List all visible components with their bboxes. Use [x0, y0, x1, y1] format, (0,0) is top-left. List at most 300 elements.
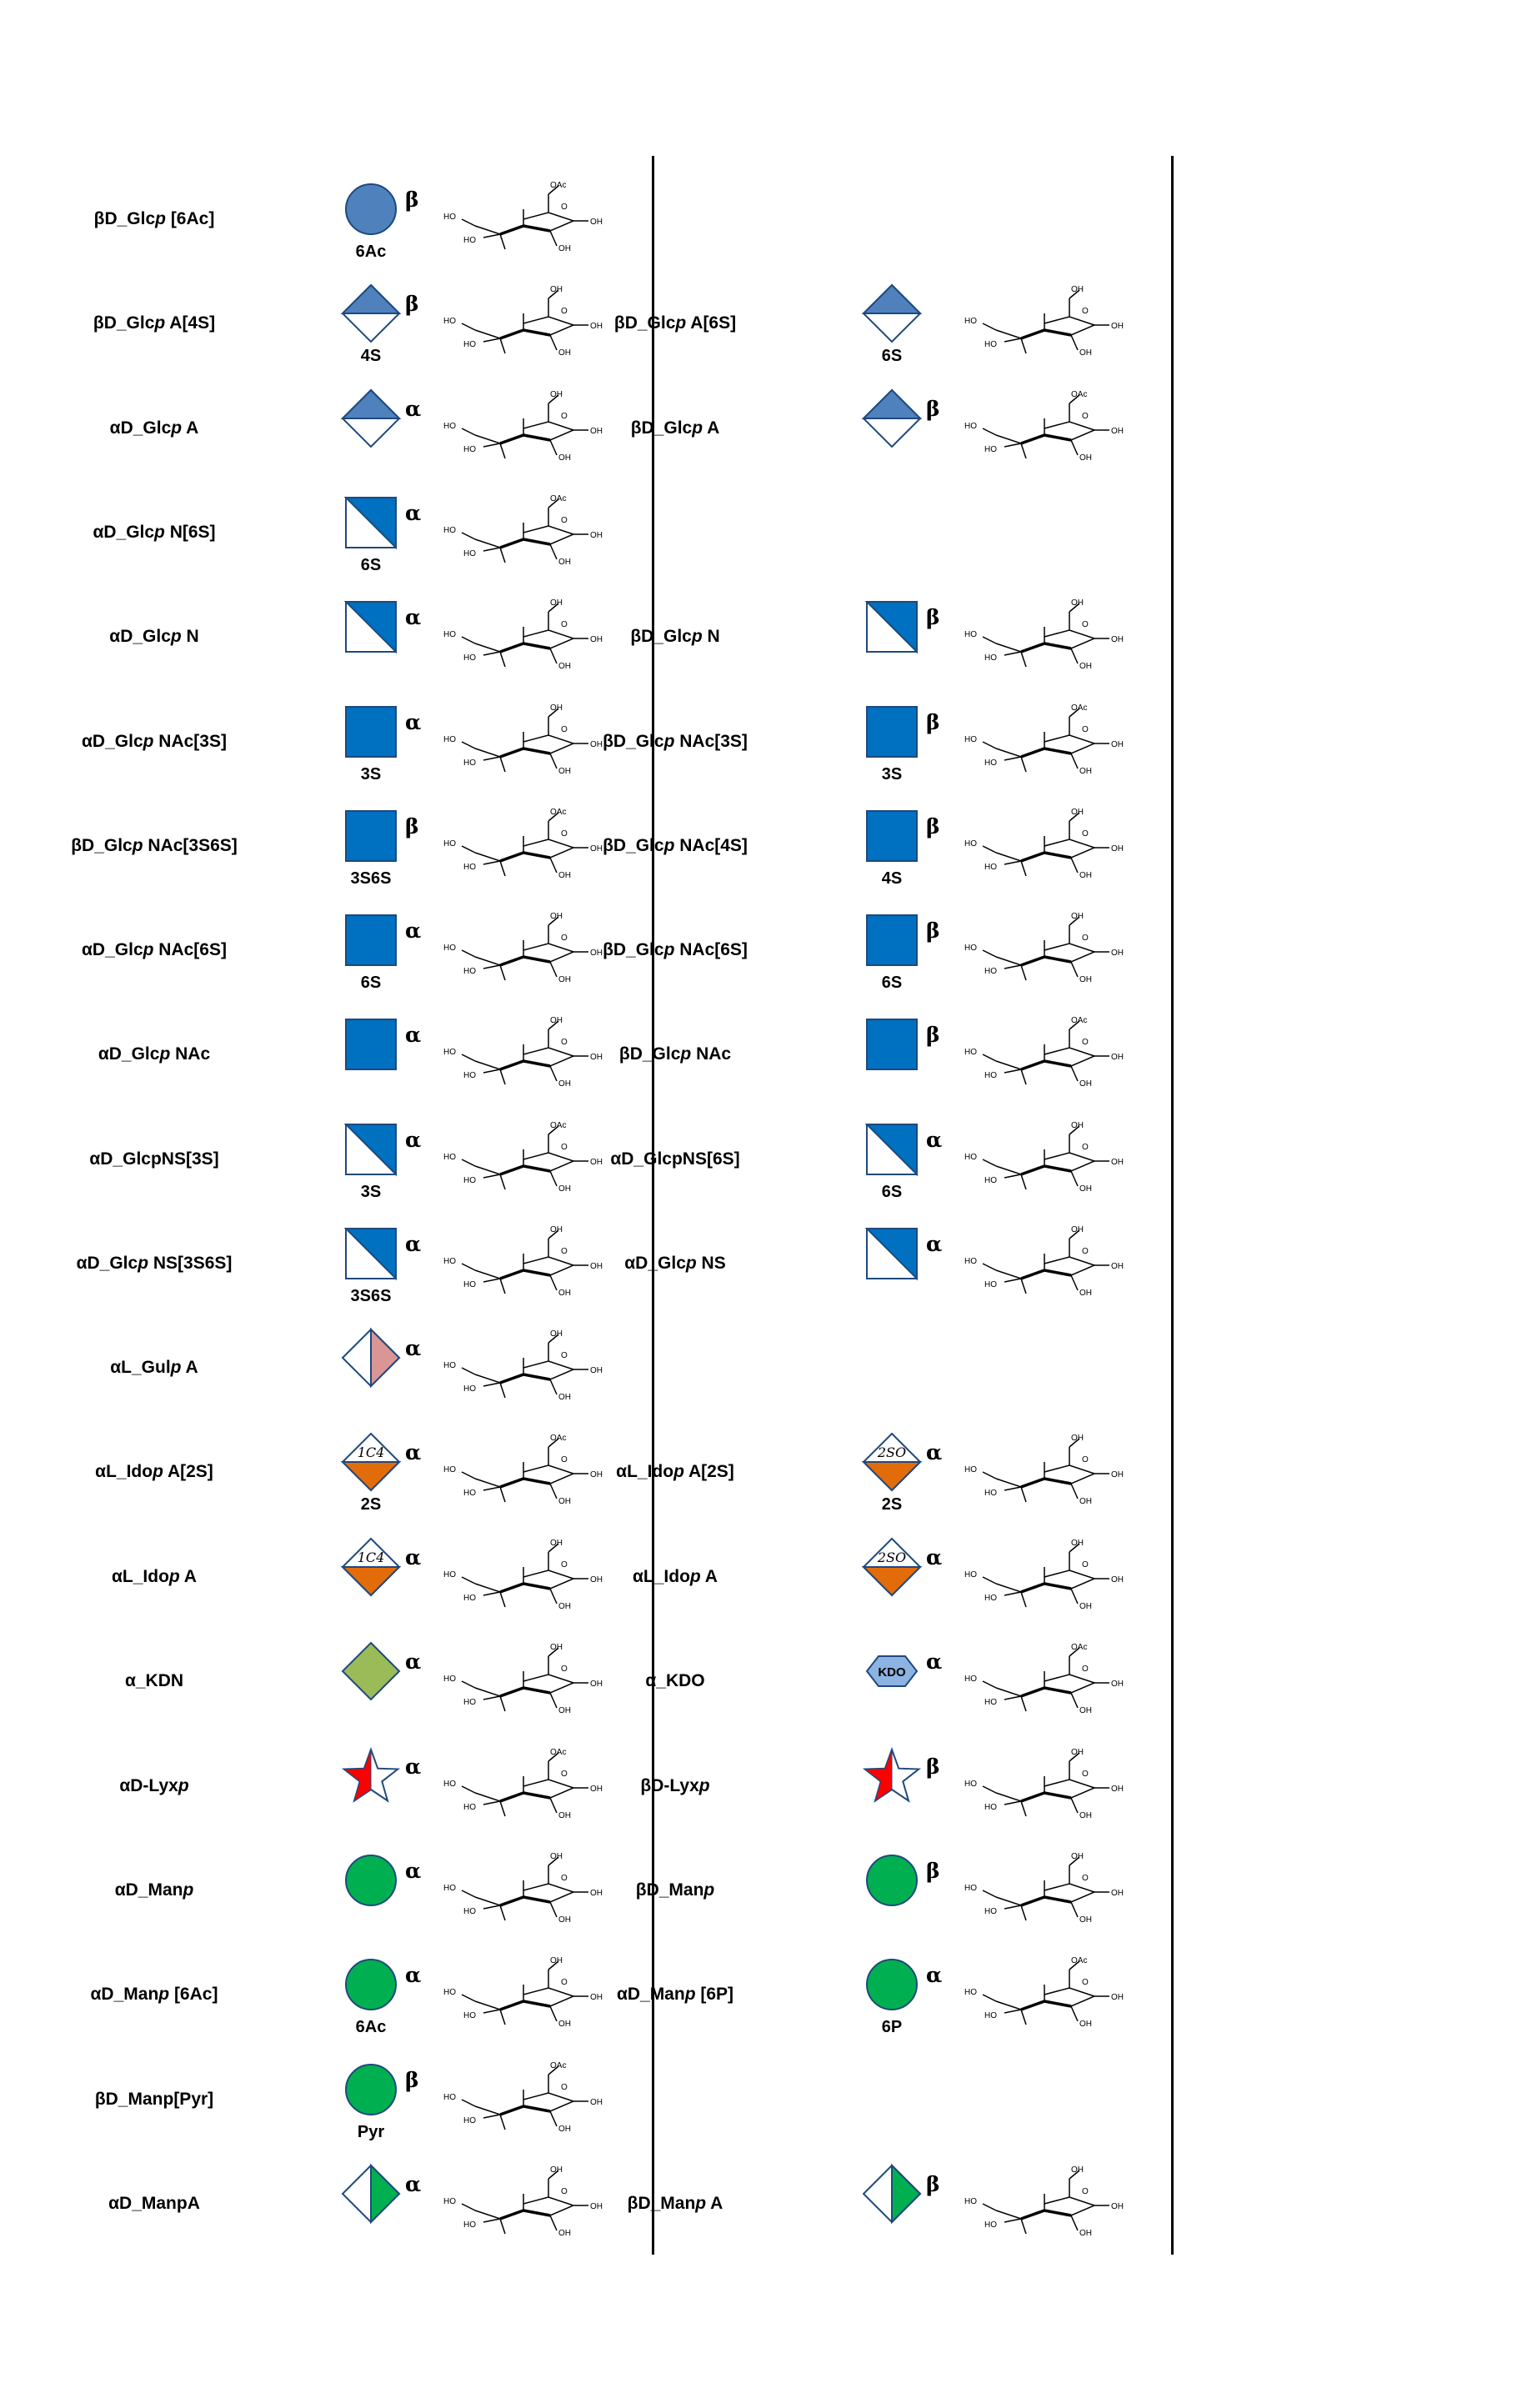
left-row-17-symbol-circle: [338, 1951, 404, 2018]
svg-text:O: O: [1082, 1038, 1089, 1047]
snfg-symbol: [859, 280, 925, 351]
monosaccharide-name: [4, 732, 304, 752]
name-ring-form: p: [684, 1985, 696, 2004]
right-row-16: [521, 1850, 1171, 1942]
name-prefix: βD_Glc: [603, 836, 664, 855]
svg-text:OAc: OAc: [550, 2061, 567, 2070]
svg-text:OH: OH: [558, 1289, 571, 1298]
monosaccharide-name: [525, 1149, 825, 1169]
name-ring-form: p: [153, 1462, 163, 1481]
modification-label: 3S: [360, 1183, 382, 1201]
name-prefix: αD_Glc: [82, 940, 143, 959]
svg-text:HO: HO: [984, 863, 997, 872]
svg-text:HO: HO: [443, 735, 456, 744]
left-row-2-symbol-diamond-top: [338, 385, 404, 452]
right-row-5-symbol-square: [859, 698, 925, 765]
monosaccharide-name: [525, 1567, 825, 1587]
right-row-13: [521, 1537, 1171, 1629]
name-prefix: βD_Glc: [630, 418, 693, 438]
snfg-symbol: [859, 1847, 925, 1918]
name-prefix: αL_Gul: [110, 1358, 171, 1377]
left-row-10-symbol-square-diag: [338, 1220, 404, 1287]
monosaccharide-name: [4, 418, 304, 438]
svg-text:OH: OH: [550, 285, 563, 294]
left-row-18: [0, 2060, 650, 2151]
name-ring-form: p: [663, 732, 675, 751]
left-row-18-symbol-circle: [338, 2056, 404, 2123]
name-prefix: α_KDO: [645, 1671, 705, 1690]
right-row-2: [521, 388, 1171, 480]
name-prefix: αD_Man: [616, 1985, 685, 2004]
left-row-3: [0, 493, 650, 584]
snfg-symbol: [859, 1951, 925, 2022]
svg-text:OH: OH: [558, 1079, 571, 1089]
snfg-symbol: [338, 1011, 404, 1082]
right-row-1-symbol-diamond-top: [859, 280, 925, 347]
svg-text:OH: OH: [1071, 1748, 1084, 1757]
anomer-label: α: [405, 605, 422, 629]
svg-text:OH: OH: [1111, 1053, 1124, 1062]
svg-text:OH: OH: [590, 1993, 603, 2002]
svg-text:OH: OH: [558, 244, 571, 253]
name-prefix: βD-Lyx: [640, 1776, 699, 1795]
right-row-9-chemical-structure: [946, 1109, 1138, 1218]
snfg-symbol: [859, 1116, 925, 1187]
right-row-13-symbol-diamond-bottom: [859, 1534, 925, 1600]
svg-text:OH: OH: [590, 1575, 603, 1584]
svg-text:OH: OH: [1079, 1497, 1092, 1506]
conformation-label: 1C4: [357, 1549, 385, 1565]
monosaccharide-name: [4, 1880, 304, 1900]
left-row-5-symbol-square: [338, 698, 404, 765]
svg-text:O: O: [561, 1143, 568, 1152]
monosaccharide-name: [525, 1880, 825, 1900]
name-suffix: [6P]: [695, 1985, 734, 2004]
svg-text:HO: HO: [443, 1884, 456, 1893]
svg-text:HO: HO: [463, 1594, 476, 1603]
name-prefix: αD_GlcpNS[6S]: [610, 1149, 740, 1169]
svg-text:OH: OH: [1071, 912, 1084, 921]
svg-text:OH: OH: [590, 2098, 603, 2107]
right-row-16-symbol-circle: [859, 1847, 925, 1914]
svg-text:OH: OH: [558, 2229, 571, 2238]
svg-text:HO: HO: [463, 1803, 476, 1812]
snfg-symbol: [859, 1220, 925, 1291]
snfg-symbol: [338, 1743, 404, 1814]
left-row-15-symbol-star: [338, 1743, 404, 1810]
snfg-symbol: [338, 803, 404, 874]
snfg-symbol: [859, 1011, 925, 1082]
svg-text:OH: OH: [558, 558, 571, 567]
svg-text:OAc: OAc: [550, 1748, 567, 1757]
svg-text:HO: HO: [443, 2197, 456, 2206]
name-ring-form: p: [689, 1567, 701, 1586]
right-row-14: [521, 1641, 1171, 1733]
svg-text:O: O: [561, 1874, 568, 1883]
svg-text:OH: OH: [1079, 2020, 1092, 2029]
anomer-label: α: [405, 710, 422, 734]
svg-text:HO: HO: [463, 1489, 476, 1498]
svg-text:HO: HO: [463, 2116, 476, 2125]
svg-text:HO: HO: [463, 1907, 476, 1916]
right-row-2-chemical-structure: [946, 378, 1138, 487]
snfg-symbol: [859, 1638, 925, 1709]
monosaccharide-name: [525, 313, 825, 333]
anomer-label: α: [926, 1232, 943, 1256]
anomer-label: α: [926, 1545, 943, 1569]
svg-text:HO: HO: [964, 839, 977, 849]
anomer-label: β: [926, 1859, 940, 1883]
svg-text:OH: OH: [550, 390, 563, 399]
name-prefix: βD_Manp[Pyr]: [94, 2090, 214, 2109]
snfg-symbol: [859, 1534, 925, 1604]
svg-text:OAc: OAc: [1071, 1016, 1088, 1025]
svg-text:HO: HO: [463, 549, 476, 558]
monosaccharide-name: [525, 732, 825, 752]
modification-label: 2S: [360, 1495, 382, 1514]
left-row-11: [0, 1328, 650, 1419]
svg-text:OH: OH: [1071, 598, 1084, 608]
svg-text:OH: OH: [590, 1889, 603, 1898]
name-prefix: αD-Lyx: [119, 1776, 178, 1795]
svg-text:O: O: [1082, 1874, 1089, 1883]
svg-text:OH: OH: [1079, 1915, 1092, 1925]
name-prefix: βD_Glc: [71, 836, 133, 855]
name-ring-form: p: [178, 1776, 189, 1795]
name-prefix: αD_Glc: [109, 418, 172, 438]
right-row-19-symbol-diamond-right: [859, 2160, 925, 2227]
svg-text:HO: HO: [984, 340, 997, 349]
snfg-symbol: [338, 1534, 404, 1604]
modification-label: 6S: [881, 974, 903, 992]
right-row-15-symbol-star: [859, 1743, 925, 1810]
svg-text:HO: HO: [984, 1489, 997, 1498]
svg-text:OH: OH: [558, 1497, 571, 1506]
monosaccharide-name: [4, 836, 304, 856]
name-suffix: A: [182, 418, 199, 438]
modification-label: 6Ac: [355, 243, 387, 261]
name-suffix: A: [706, 2194, 723, 2213]
name-ring-form: p: [154, 523, 165, 542]
monosaccharide-name: [525, 1254, 825, 1274]
name-suffix: A: [703, 418, 720, 438]
svg-text:HO: HO: [984, 1280, 997, 1289]
svg-text:O: O: [561, 934, 568, 943]
name-ring-form: p: [155, 209, 166, 228]
anomer-label: β: [926, 605, 940, 629]
name-prefix: α_KDN: [124, 1671, 184, 1690]
svg-text:O: O: [561, 1038, 568, 1047]
svg-text:HO: HO: [463, 653, 476, 663]
svg-text:OH: OH: [1079, 975, 1092, 984]
name-prefix: βD_Glc: [630, 627, 692, 646]
modification-label: 6S: [881, 347, 903, 365]
name-prefix: αD_Glc: [82, 732, 143, 751]
name-ring-form: p: [143, 940, 154, 959]
svg-text:HO: HO: [964, 1570, 977, 1579]
conformation-label: 1C4: [357, 1444, 385, 1460]
svg-text:OH: OH: [590, 531, 603, 540]
svg-text:O: O: [1082, 620, 1089, 629]
right-row-6-symbol-square: [859, 803, 925, 869]
monosaccharide-name: [525, 418, 825, 438]
svg-text:HO: HO: [463, 340, 476, 349]
right-row-4-symbol-square-diag: [859, 593, 925, 660]
name-prefix: βD_Glc: [93, 209, 156, 228]
anomer-label: α: [926, 1128, 943, 1152]
svg-text:OAc: OAc: [550, 808, 567, 817]
svg-text:OH: OH: [558, 453, 571, 463]
svg-text:OH: OH: [590, 427, 603, 436]
svg-text:O: O: [1082, 1560, 1089, 1569]
name-ring-form: p: [171, 418, 183, 438]
name-prefix: βD_Man: [635, 1880, 704, 1900]
svg-text:OH: OH: [590, 1680, 603, 1689]
monosaccharide-name: [4, 940, 304, 960]
left-row-19-symbol-diamond-right: [338, 2160, 404, 2227]
svg-text:HO: HO: [443, 1361, 456, 1370]
svg-text:OH: OH: [1111, 1785, 1124, 1794]
left-row-16-symbol-circle: [338, 1847, 404, 1914]
name-prefix: βD_Man: [627, 2194, 696, 2213]
name-suffix: NAc[4S]: [674, 836, 748, 855]
svg-text:OH: OH: [558, 1915, 571, 1925]
right-row-8: [521, 1014, 1171, 1106]
svg-text:OH: OH: [1111, 844, 1124, 854]
svg-text:O: O: [561, 1247, 568, 1256]
anomer-label: β: [405, 188, 419, 212]
snfg-symbol: [859, 385, 925, 456]
name-prefix: βD_Glc: [618, 1044, 681, 1064]
svg-text:OH: OH: [590, 844, 603, 854]
name-ring-form: p: [663, 940, 675, 959]
name-ring-form: p: [154, 313, 166, 333]
right-row-17-symbol-circle: [859, 1951, 925, 2018]
anomer-label: β: [926, 1023, 940, 1047]
modification-label: 6S: [360, 556, 382, 574]
svg-text:OAc: OAc: [1071, 1643, 1088, 1652]
monosaccharide-name: [525, 1985, 825, 2005]
svg-text:OH: OH: [1071, 285, 1084, 294]
name-suffix: NAc: [691, 1044, 732, 1064]
monosaccharide-name: [4, 1044, 304, 1064]
right-row-17: [521, 1955, 1171, 2046]
svg-text:OAc: OAc: [1071, 1956, 1088, 1965]
name-ring-form: p: [143, 732, 154, 751]
svg-text:HO: HO: [443, 526, 456, 535]
svg-text:OH: OH: [590, 1785, 603, 1794]
svg-text:O: O: [561, 1351, 568, 1360]
svg-text:HO: HO: [463, 1698, 476, 1707]
snfg-symbol: [859, 1429, 925, 1499]
right-row-6: [521, 806, 1171, 898]
name-ring-form: p: [663, 836, 675, 855]
monosaccharide-name: [525, 1462, 825, 1482]
svg-text:HO: HO: [964, 944, 977, 953]
svg-text:HO: HO: [463, 2220, 476, 2230]
name-prefix: βD_Glc: [613, 313, 676, 333]
svg-text:HO: HO: [964, 630, 977, 639]
name-prefix: βD_Glc: [603, 940, 664, 959]
snfg-symbol: [338, 489, 404, 560]
name-suffix: NAc[3S]: [153, 732, 227, 751]
monosaccharide-name: [525, 627, 825, 647]
svg-text:OH: OH: [590, 1262, 603, 1271]
svg-text:OH: OH: [558, 2125, 571, 2134]
svg-text:HO: HO: [463, 2011, 476, 2020]
name-suffix: NS[3S6S]: [148, 1254, 233, 1273]
right-row-10: [521, 1224, 1171, 1315]
svg-text:OH: OH: [1079, 453, 1092, 463]
svg-text:OH: OH: [558, 662, 571, 671]
right-row-16-chemical-structure: [946, 1840, 1138, 1949]
name-ring-form: p: [168, 1567, 180, 1586]
name-suffix: [6Ac]: [169, 1985, 218, 2004]
svg-text:O: O: [1082, 307, 1089, 316]
right-row-10-symbol-square-diag: [859, 1220, 925, 1287]
name-prefix: αD_ManpA: [108, 2194, 200, 2213]
name-ring-form: p: [159, 1044, 171, 1064]
svg-text:OH: OH: [1111, 322, 1124, 331]
svg-text:OH: OH: [1111, 1470, 1124, 1479]
anomer-label: α: [405, 1859, 422, 1883]
snfg-symbol: [338, 1220, 404, 1291]
monosaccharide-name: [4, 523, 304, 543]
name-prefix: αL_Ido: [95, 1462, 153, 1481]
svg-text:OH: OH: [550, 1852, 563, 1861]
svg-text:OH: OH: [590, 218, 603, 227]
svg-text:OH: OH: [590, 1366, 603, 1375]
svg-text:HO: HO: [463, 1176, 476, 1185]
snfg-symbol: [338, 1638, 404, 1709]
monosaccharide-name: [4, 1776, 304, 1796]
svg-text:O: O: [1082, 829, 1089, 839]
svg-text:OH: OH: [590, 740, 603, 749]
monosaccharide-name: [525, 1044, 825, 1064]
right-row-13-chemical-structure: [946, 1527, 1138, 1635]
svg-text:OH: OH: [558, 2020, 571, 2029]
name-prefix: αD_Man: [114, 1880, 183, 1900]
svg-text:OH: OH: [550, 598, 563, 608]
name-prefix: αL_Ido: [616, 1462, 674, 1481]
svg-text:HO: HO: [443, 1780, 456, 1789]
svg-text:HO: HO: [443, 839, 456, 849]
svg-text:OH: OH: [550, 1329, 563, 1339]
svg-text:HO: HO: [964, 1465, 977, 1474]
svg-text:OH: OH: [1111, 1262, 1124, 1271]
svg-text:OAc: OAc: [550, 1121, 567, 1130]
svg-text:OH: OH: [550, 703, 563, 713]
name-ring-form: p: [673, 1462, 684, 1481]
name-suffix: A: [181, 1358, 198, 1377]
svg-text:OH: OH: [1079, 1602, 1092, 1611]
anomer-label: α: [405, 2172, 422, 2196]
svg-text:HO: HO: [984, 1907, 997, 1916]
name-suffix: A: [700, 1567, 718, 1586]
svg-text:OH: OH: [590, 1470, 603, 1479]
right-row-1: [521, 283, 1171, 375]
anomer-label: α: [405, 1545, 422, 1569]
svg-text:OH: OH: [1111, 2202, 1124, 2211]
svg-text:OH: OH: [558, 1184, 571, 1194]
svg-text:HO: HO: [463, 967, 476, 976]
snfg-symbol: [338, 1847, 404, 1918]
name-suffix: NAc: [170, 1044, 211, 1064]
name-ring-form: p: [685, 1254, 697, 1273]
svg-text:O: O: [561, 203, 568, 212]
left-row-11-symbol-diamond-right: [338, 1324, 404, 1391]
column-divider-right: [1171, 156, 1174, 2255]
modification-label: 3S6S: [350, 1287, 392, 1305]
svg-text:OAc: OAc: [550, 1434, 567, 1443]
anomer-label: α: [405, 1755, 422, 1779]
svg-text:OH: OH: [1079, 1184, 1092, 1194]
svg-text:OAc: OAc: [1071, 703, 1088, 713]
svg-text:HO: HO: [443, 1675, 456, 1684]
svg-text:OH: OH: [558, 1602, 571, 1611]
left-row-0-chemical-structure: [425, 169, 617, 278]
anomer-label: α: [405, 919, 422, 943]
anomer-label: β: [926, 1755, 940, 1779]
right-row-4-chemical-structure: [946, 587, 1138, 695]
svg-text:HO: HO: [443, 1257, 456, 1266]
right-row-9-symbol-square-diag: [859, 1116, 925, 1183]
anomer-label: α: [926, 1963, 943, 1987]
name-ring-form: p: [698, 1776, 710, 1795]
svg-text:HO: HO: [964, 1048, 977, 1057]
svg-text:HO: HO: [463, 445, 476, 454]
svg-text:OH: OH: [1111, 1158, 1124, 1167]
anomer-label: α: [926, 1650, 943, 1674]
svg-text:OAc: OAc: [550, 494, 567, 503]
svg-text:O: O: [561, 1455, 568, 1464]
monosaccharide-name: [4, 2090, 304, 2110]
monosaccharide-name: [525, 2194, 825, 2214]
snfg-symbol: [338, 1951, 404, 2022]
svg-text:HO: HO: [964, 1780, 977, 1789]
modification-label: 6P: [881, 2018, 903, 2036]
svg-text:HO: HO: [984, 967, 997, 976]
svg-text:HO: HO: [443, 213, 456, 222]
left-row-8-symbol-square: [338, 1011, 404, 1078]
modification-label: 6S: [360, 974, 382, 992]
anomer-label: β: [405, 2068, 419, 2092]
svg-text:HO: HO: [984, 1803, 997, 1812]
name-suffix: NAc[6S]: [674, 940, 748, 959]
monosaccharide-name: [4, 2194, 304, 2214]
anomer-label: α: [405, 1650, 422, 1674]
svg-text:O: O: [561, 829, 568, 839]
svg-text:HO: HO: [443, 422, 456, 431]
svg-text:OH: OH: [1111, 1993, 1124, 2002]
right-row-14-chemical-structure: [946, 1631, 1138, 1740]
modification-label: Pyr: [357, 2123, 385, 2141]
svg-text:OH: OH: [558, 1811, 571, 1820]
right-row-6-chemical-structure: [946, 796, 1138, 904]
monosaccharide-name: [4, 1254, 304, 1274]
svg-text:OH: OH: [1079, 1811, 1092, 1820]
svg-text:O: O: [1082, 1247, 1089, 1256]
svg-text:O: O: [1082, 1143, 1089, 1152]
svg-text:O: O: [1082, 1665, 1089, 1674]
anomer-label: α: [405, 1232, 422, 1256]
svg-text:OH: OH: [1111, 635, 1124, 644]
snfg-symbol: [338, 385, 404, 456]
modification-label: 2S: [881, 1495, 903, 1514]
svg-text:OH: OH: [1079, 767, 1092, 776]
monosaccharide-name: [525, 836, 825, 856]
snfg-symbol: [859, 2160, 925, 2231]
